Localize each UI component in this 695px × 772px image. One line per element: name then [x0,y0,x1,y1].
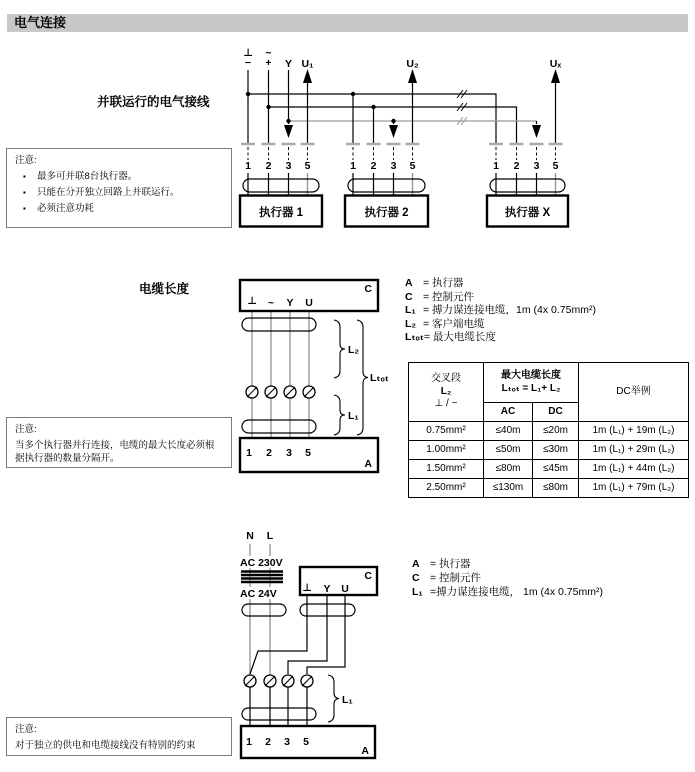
l1-label: L₁ [342,694,353,706]
svg-text:3: 3 [533,160,540,172]
actuator-label: A [364,458,372,470]
actuator2-label: 执行器 2 [364,207,409,219]
svg-text:3: 3 [390,160,397,172]
cable-legend [405,277,596,345]
legend-row: L₁ =搏力谋连接电缆， 1m (4x 0.75mm²) [412,586,603,598]
svg-text:2: 2 [266,447,272,459]
l-label: L [266,530,274,542]
ac230-label: AC 230V [240,557,283,569]
svg-text:⊥: ⊥ [247,295,257,307]
svg-text:2: 2 [370,160,377,172]
note-title: 注意: [15,424,37,435]
svg-text:⊥: ⊥ [302,582,312,594]
bullet-icon: ▪ [23,204,26,213]
svg-text:Y: Y [286,297,294,309]
note-bullet-item: ▪ 必须注意功耗 [15,202,223,215]
l1-brace [328,675,339,722]
controller-label: C [364,570,372,582]
ac-header: AC [484,403,533,422]
svg-text:3: 3 [285,160,292,172]
u1-label: U₁ [301,58,314,70]
gnd-minus-label: − [244,57,252,69]
table-row: 0.75mm² ≤40m ≤20m 1m (L₁) + 19m (L₂) [409,422,689,441]
parallel-caption: 并联运行的电气接线 [97,95,210,109]
legend-row: L₁ = 搏力谋连接电缆，1m (4x 0.75mm²) [405,304,596,317]
ltot-label: Lₜₒₜ [370,372,389,384]
note-title: 注意: [15,724,37,735]
u1-up-arrow [303,69,312,83]
svg-text:Y: Y [323,583,331,595]
svg-text:5: 5 [304,160,311,172]
section-header [7,14,688,32]
wires [248,70,556,197]
transformer-icon [241,572,283,583]
gnd-label: ⊥ [243,47,253,59]
u2-up-arrow [408,69,417,83]
y2-down-arrow [389,125,398,138]
svg-text:2: 2 [265,160,272,172]
supply-legend [412,557,603,599]
note-text: 对于独立的供电和电缆接线没有特别的约束 [15,740,196,751]
section-title: 电气连接 [14,15,67,30]
svg-text:5: 5 [552,160,559,172]
svg-text:3: 3 [284,736,290,748]
signal-arrows [284,69,560,138]
y1-down-arrow [284,125,293,138]
table-row: 1.50mm² ≤80m ≤45m 1m (L₁) + 44m (L₂) [409,460,689,479]
ac-label: ~ [265,47,272,59]
svg-text:1: 1 [246,447,252,459]
bullet-icon: ▪ [23,172,26,181]
svg-text:~: ~ [267,297,275,309]
note-box-cable [6,417,232,468]
cable-length-table [408,362,689,498]
cross-section-header: 交叉段 L₂ ⊥ / ~ [409,363,484,422]
l1-brace [334,395,345,435]
cable-loop [242,708,316,720]
cable-length-diagram [230,275,400,480]
svg-text:1: 1 [493,160,499,172]
note-bullet-item: ▪ 最多可并联8台执行器。 [15,170,223,183]
svg-text:5: 5 [409,160,416,172]
ac-plus-label: + [265,57,272,69]
actuator-boxes [240,196,568,227]
cable-loop [242,318,316,331]
power-supply-diagram [230,525,400,765]
legend-row: A = 执行器 [405,277,464,289]
dc-example-header: DC举例 [579,363,689,422]
wire-connectors [244,675,313,687]
ux-up-arrow [551,69,560,83]
svg-text:1: 1 [350,160,356,172]
cable-loop [242,420,316,433]
note-title: 注意: [15,155,37,166]
svg-text:2: 2 [265,736,271,748]
cable-length-caption: 电缆长度 [139,282,190,296]
l2-label: L₂ [348,344,360,356]
svg-text:1: 1 [245,160,251,172]
table-row: 2.50mm² ≤130m ≤80m 1m (L₁) + 79m (L₂) [409,479,689,498]
svg-text:5: 5 [305,447,311,459]
terminal-numbers [245,160,559,172]
legend-row: A = 执行器 [412,558,471,570]
n-label: N [246,530,254,542]
actuatorX-label: 执行器 X [504,207,551,219]
dc-header: DC [533,403,579,422]
yx-down-arrow [532,125,541,138]
svg-text:U: U [341,583,349,595]
l2-brace [334,320,345,378]
max-length-header: 最大电缆长度 Lₜₒₜ = L₁+ L₂ [484,363,579,403]
table-row: 1.00mm² ≤50m ≤30m 1m (L₁) + 29m (L₂) [409,441,689,460]
controller-wires [250,595,345,674]
svg-text:1: 1 [246,736,252,748]
wires [252,311,309,438]
legend-row: C = 控制元件 [412,572,482,584]
svg-text:5: 5 [303,736,309,748]
svg-text:2: 2 [513,160,520,172]
bus-lines [248,94,537,143]
svg-text:U: U [305,297,313,309]
y-label: Y [284,58,293,70]
note-bullet-item: ▪ 只能在分开独立回路上并联运行。 [15,186,223,199]
bullet-icon: ▪ [23,188,26,197]
actuator1-label: 执行器 1 [258,207,304,219]
legend-row: C = 控制元件 [405,290,475,303]
length-braces [334,320,389,435]
note-box-supply [6,717,232,756]
ux-label: Uₓ [549,58,562,70]
terminal-marks [241,144,563,160]
note-text: 当多个执行器并行连接，电缆的最大长度必须根据执行器的数量分隔开。 [15,440,215,464]
note-box-parallel [6,148,232,228]
controller-label: C [364,283,372,295]
source-terminal-labels [243,47,561,70]
l1-label: L₁ [348,410,359,422]
legend-row: L₂ = 客户端电缆 [405,317,485,330]
svg-text:3: 3 [286,447,292,459]
actuator-label: A [361,745,369,757]
legend-row: Lₜₒₜ = 最大电缆长度 [405,331,496,344]
u2-label: U₂ [406,58,419,70]
ac24-label: AC 24V [240,588,277,600]
wire-connectors [246,386,315,398]
cable-loop [242,604,286,616]
